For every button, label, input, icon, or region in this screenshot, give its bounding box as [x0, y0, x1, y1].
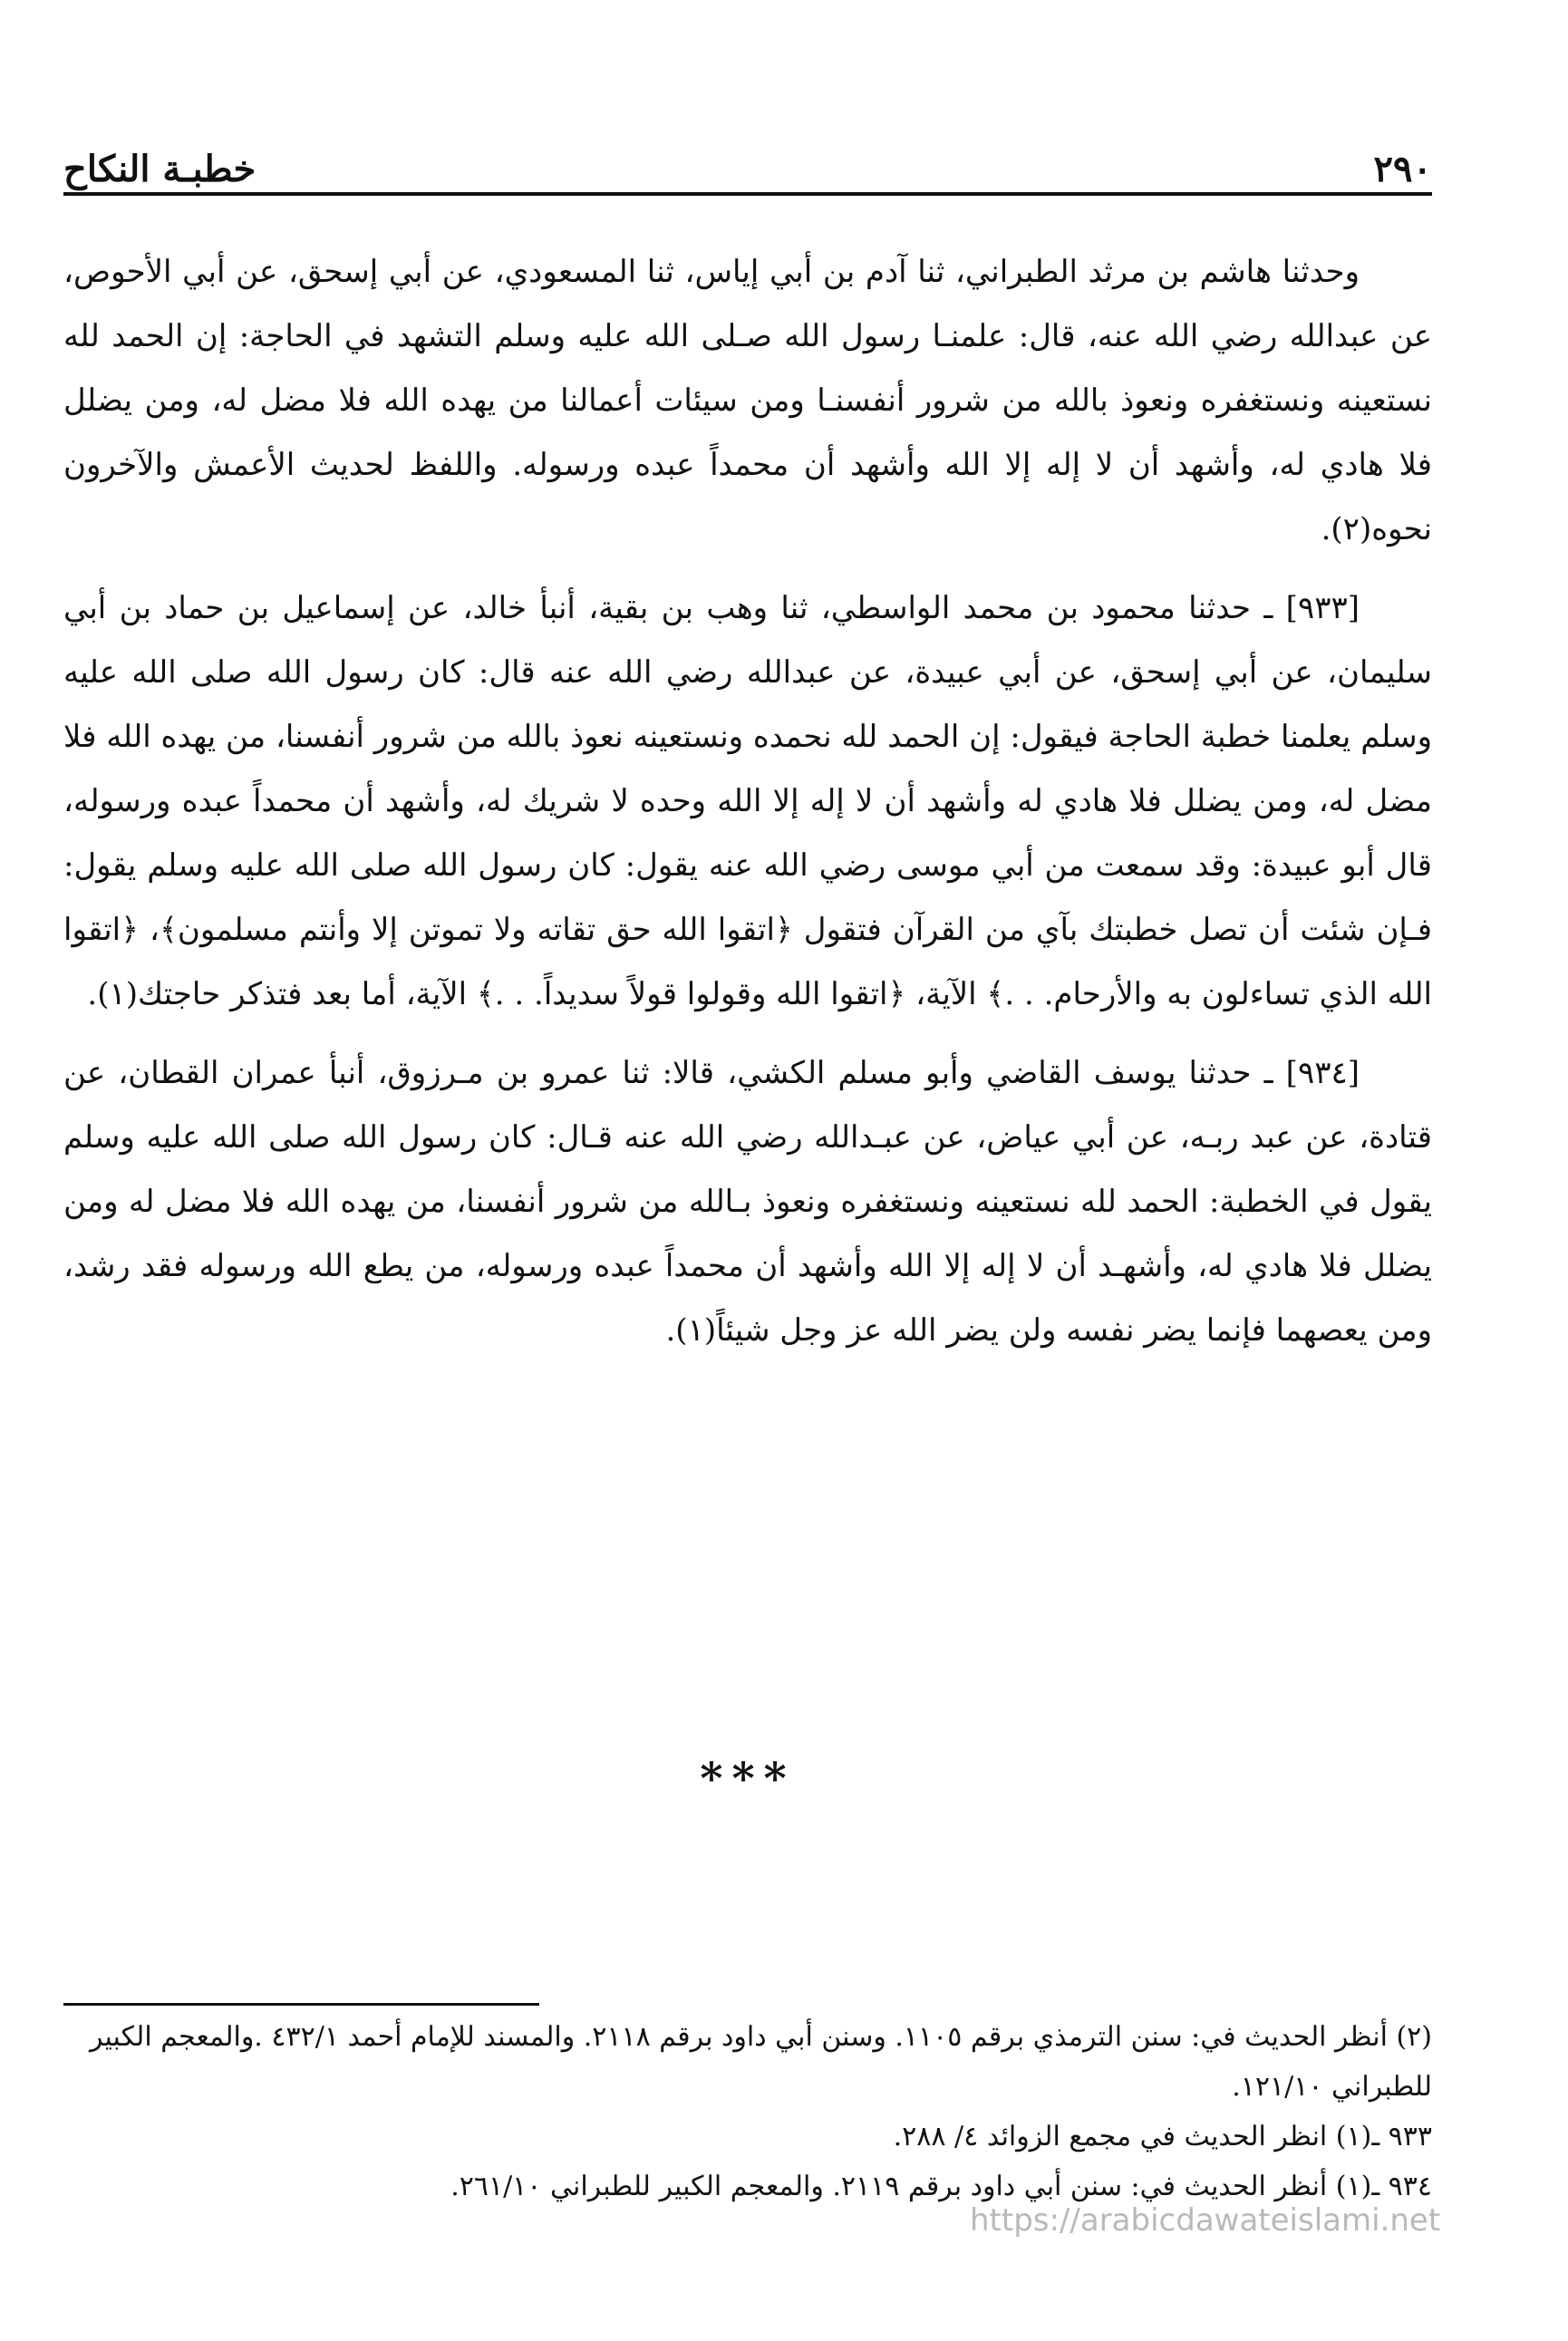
page-number: ٢٩٠: [1373, 148, 1432, 190]
footnote-933: ٩٣٣ ـ(١) انظر الحديث في مجمع الزوائد ٤/ ٢٨٨.: [893, 2121, 1432, 2152]
watermark-url: https://arabicdawateislami.net: [970, 2202, 1441, 2239]
footnote-934: ٩٣٤ ـ(١) أنظر الحديث في: سنن أبي داود برقم ٢١١٩. والمعجم الكبير للطبراني ٢٦١/١٠.: [450, 2171, 1432, 2202]
page-header: [63, 127, 1432, 190]
running-title: خطبـة النكاح: [63, 148, 256, 190]
section-separator: ***: [700, 1754, 796, 1804]
paragraph-1: وحدثنا هاشم بن مرثد الطبراني، ثنا آدم بن أبي إياس، ثنا المسعودي، عن أبي إسحق، عن أبي الأحوص، عن عبدالله رضي الله عنه، قال: علمنـا رسول الله صـلى الله عليه وسلم التشهد في الحاجة: إن الحمد لله نستعينه ونستغفره ونعوذ بالله من شرور أنفسنـا ومن سيئات أعمالنا من يهده الله فلا مضل له، ومن يضلل فلا هادي له، وأشهد أن لا إله إلا الله وأشهد أن محمداً عبده ورسوله. واللفظ لحديث الأعمش والآخرون نحوه(٢).: [63, 254, 1432, 547]
paragraph-hadith-934: [٩٣٤] ـ حدثنا يوسف القاضي وأبو مسلم الكشي، قالا: ثنا عمرو بن مـرزوق، أنبأ عمران القطان، عن قتادة، عن عبد ربـه، عن أبي عياض، عن عبـدالله رضي الله عنه قـال: كان رسول الله صلى الله عليه وسلم يقول في الخطبة: الحمد لله نستعينه ونستغفره ونعوذ بـالله من شرور أنفسنا، من يهده الله فلا مضل له ومن يضلل فلا هادي له، وأشهـد أن لا إله إلا الله وأشهد أن محمداً عبده ورسوله، من يطع الله ورسوله فقد رشد، ومن يعصهما فإنما يضر نفسه ولن يضر الله عز وجل شيئاً(١).: [63, 1055, 1432, 1349]
main-text: [63, 240, 1432, 1378]
paragraph-hadith-933: [٩٣٣] ـ حدثنا محمود بن محمد الواسطي، ثنا وهب بن بقية، أنبأ خالد، عن إسماعيل بن حماد بن أبي سليمان، عن أبي إسحق، عن أبي عبيدة، عن عبدالله رضي الله عنه قال: كان رسول الله صلى الله عليه وسلم يعلمنا خطبة الحاجة فيقول: إن الحمد لله نحمده ونستعينه نعوذ بالله من شرور أنفسنا، من يهده الله فلا مضل له، ومن يضلل فلا هادي له وأشهد أن لا إله إلا الله وحده لا شريك له، وأشهد أن محمداً عبده ورسوله، قال أبو عبيدة: وقد سمعت من أبي موسى رضي الله عنه يقول: كان رسول الله صلى الله عليه وسلم يقول: فـإن شئت أن تصل خطبتك بآي من القرآن فتقول ﴿اتقوا الله حق تقاته ولا تموتن إلا وأنتم مسلمون﴾، ﴿اتقوا الله الذي تساءلون به والأرحام. . .﴾ الآية، ﴿اتقوا الله وقولوا قولاً سديداً. . .﴾ الآية، أما بعد فتذكر حاجتك(١).: [63, 590, 1432, 1012]
footnotes: [63, 2012, 1432, 2211]
footnote-2: (٢) أنظر الحديث في: سنن الترمذي برقم ١١٠٥. وسنن أبي داود برقم ٢١١٨. والمسند للإمام أحمد ٤٣٢/١ .والمعجم الكبير للطبراني ١٢١/١٠.: [89, 2021, 1432, 2103]
header-rule: [63, 192, 1432, 196]
book-page: [63, 0, 1432, 2341]
footnote-rule: [63, 2003, 539, 2006]
